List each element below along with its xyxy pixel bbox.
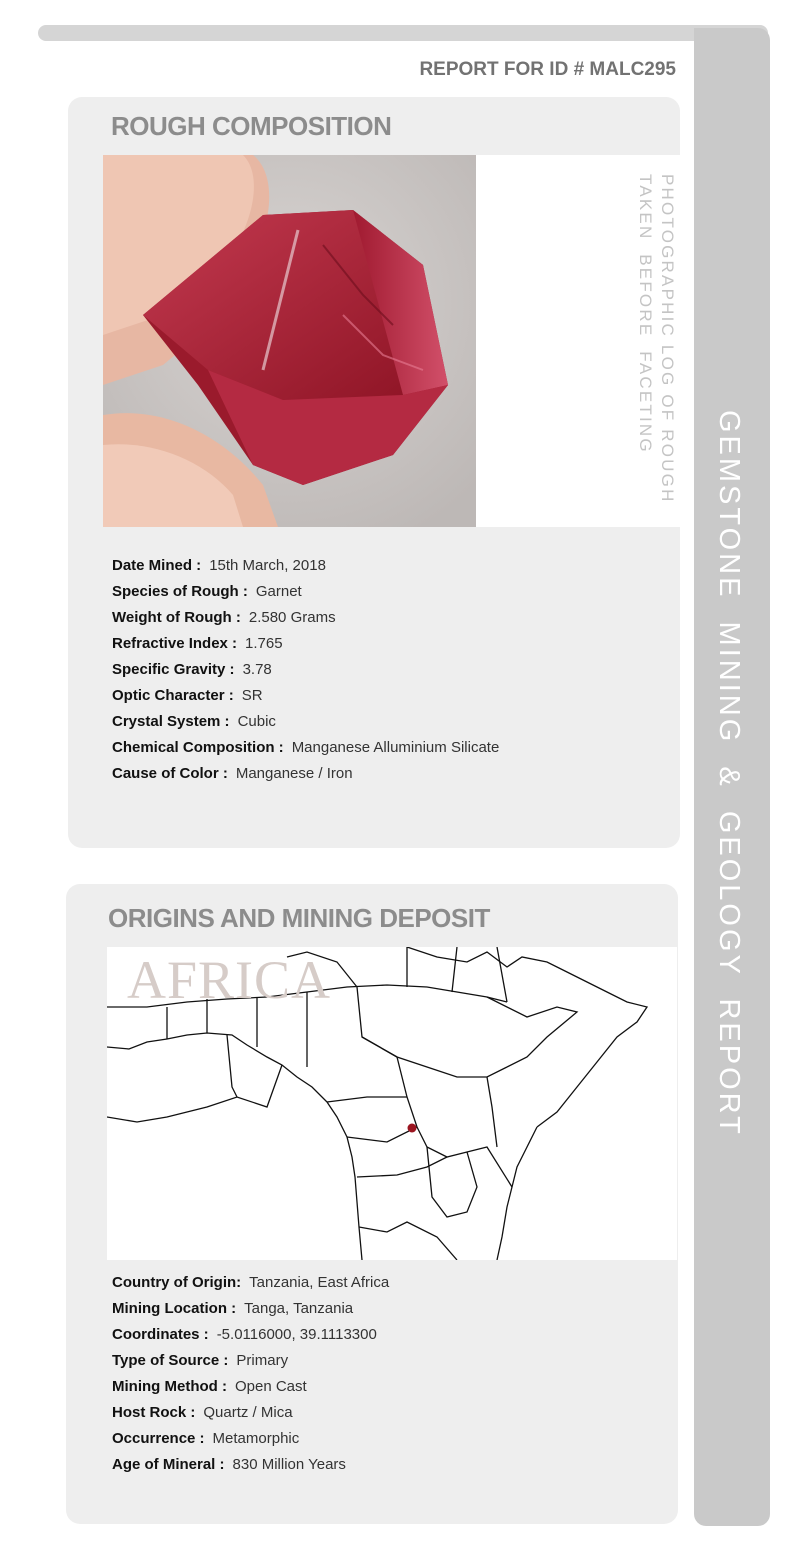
- field-label: Cause of Color :: [112, 765, 228, 782]
- field-value: Tanga, Tanzania: [244, 1300, 354, 1317]
- field-label: Country of Origin:: [112, 1274, 242, 1291]
- field-row: [112, 683, 499, 709]
- field-row: [112, 735, 499, 761]
- report-id: REPORT FOR ID # MALC295: [419, 59, 676, 80]
- field-value: Primary: [236, 1352, 289, 1369]
- field-label: Specific Gravity :: [112, 661, 235, 678]
- side-title: GEMSTONE MINING & GEOLOGY REPORT: [713, 410, 745, 1137]
- field-label: Host Rock :: [112, 1404, 196, 1421]
- field-label: Optic Character :: [112, 687, 234, 704]
- field-value: Manganese Alluminium Silicate: [291, 739, 500, 756]
- field-row: [112, 1426, 389, 1452]
- field-row: [112, 1374, 389, 1400]
- field-label: Mining Location :: [112, 1300, 237, 1317]
- rough-fields: [112, 553, 499, 787]
- field-row: [112, 657, 499, 683]
- field-label: Weight of Rough :: [112, 609, 241, 626]
- field-value: 1.765: [245, 635, 283, 652]
- field-row: [112, 1270, 389, 1296]
- origins-title: ORIGINS AND MINING DEPOSIT: [108, 903, 490, 933]
- field-value: -5.0116000, 39.1113300: [216, 1326, 377, 1343]
- field-value: Cubic: [237, 713, 276, 730]
- field-value: Garnet: [255, 583, 302, 600]
- field-row: [112, 1322, 389, 1348]
- field-label: Species of Rough :: [112, 583, 248, 600]
- field-value: 15th March, 2018: [209, 557, 326, 574]
- field-row: [112, 1400, 389, 1426]
- field-value: Tanzania, East Africa: [249, 1274, 390, 1291]
- field-row: [112, 1296, 389, 1322]
- field-label: Crystal System :: [112, 713, 230, 730]
- field-value: Open Cast: [234, 1378, 307, 1395]
- field-row: [112, 1452, 389, 1478]
- field-row: [112, 709, 499, 735]
- africa-map: [107, 947, 677, 1260]
- field-value: 3.78: [242, 661, 272, 678]
- field-label: Coordinates :: [112, 1326, 209, 1343]
- field-label: Chemical Composition :: [112, 739, 284, 756]
- rough-photo: [103, 155, 476, 527]
- field-label: Type of Source :: [112, 1352, 229, 1369]
- field-label: Age of Mineral :: [112, 1456, 225, 1473]
- field-row: [112, 761, 499, 787]
- field-row: [112, 579, 499, 605]
- field-label: Mining Method :: [112, 1378, 227, 1395]
- field-value: Quartz / Mica: [203, 1404, 293, 1421]
- top-rule: [38, 25, 768, 41]
- field-label: Occurrence :: [112, 1430, 205, 1447]
- field-label: Refractive Index :: [112, 635, 238, 652]
- field-value: Manganese / Iron: [235, 765, 353, 782]
- field-row: [112, 631, 499, 657]
- field-value: 2.580 Grams: [248, 609, 336, 626]
- field-row: [112, 605, 499, 631]
- photo-caption: PHOTOGRAPHIC LOG OF ROUGH TAKEN BEFORE FACETING: [636, 174, 677, 504]
- field-value: Metamorphic: [212, 1430, 300, 1447]
- map-title: AFRICA: [127, 950, 332, 1010]
- rough-composition-title: ROUGH COMPOSITION: [111, 111, 392, 141]
- origin-fields: [112, 1270, 389, 1478]
- field-row: [112, 1348, 389, 1374]
- field-label: Date Mined :: [112, 557, 202, 574]
- field-value: 830 Million Years: [232, 1456, 346, 1473]
- field-value: SR: [241, 687, 263, 704]
- field-row: [112, 553, 499, 579]
